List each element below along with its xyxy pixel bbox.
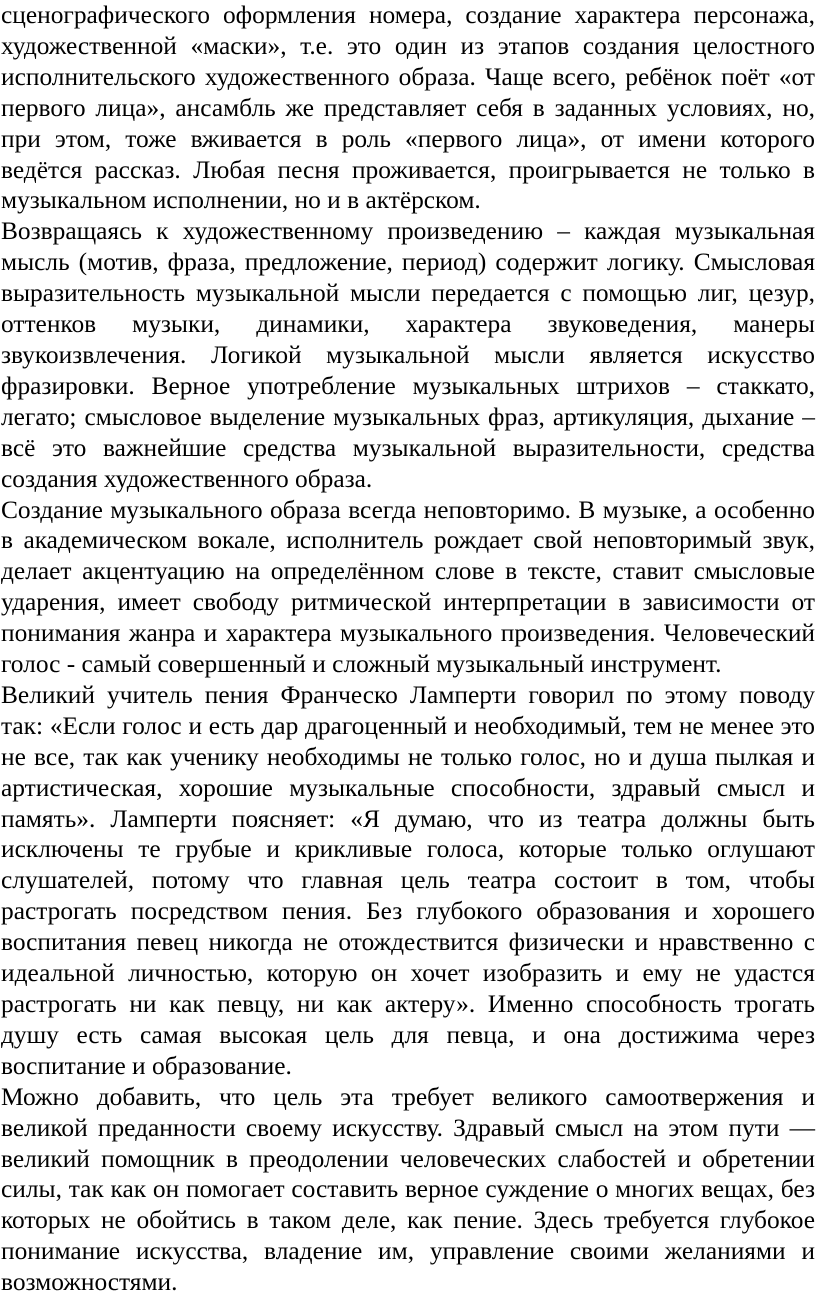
- paragraph-3: Создание музыкального образа всегда неповторимо. В музыке, а особенно в академическом вокале, исполнитель рождает свой неповторимый звук, делает акцентуацию на определённом слове в тексте, ставит смысловые ударения, имеет свободу ритмической интерпретации в зависимости от понимания жанра и характера музыкального произведения. Человеческий голос - самый совершенный и сложный музыкальный инструмент.: [1, 495, 815, 679]
- paragraph-4: Великий учитель пения Франческо Ламперти говорил по этому поводу так: «Если голос и есть дар драгоценный и необходимый, тем не менее это не все, так как ученику необходимы не только голос, но и душа пылкая и артистическая, хорошие музыкальные способности, здравый смысл и память». Ламперти поясняет: «Я думаю, что из театра должны быть исключены те грубые и крикливые голоса, которые только оглушают слушателей, потому что главная цель театра состоит в том, чтобы растрогать посредством пения. Без глубокого образования и хорошего воспитания певец никогда не отождествится физически и нравственно с идеальной личностью, которую он хочет изобразить и ему не удастся растрогать ни как певцу, ни как актеру». Именно способность трогать душу есть самая высокая цель для певца, и она достижима через воспитание и образование.: [1, 680, 815, 1080]
- paragraph-5: Можно добавить, что цель эта требует великого самоотвержения и великой преданности своему искусству. Здравый смысл на этом пути — великий помощник в преодолении человеческих слабостей и обретении силы, так как он помогает составить верное суждение о многих вещах, без которых не обойтись в таком деле, как пение. Здесь требуется глубокое понимание искусства, владение им, управление своими желаниями и возможностями.: [1, 1082, 815, 1297]
- paragraph-1: сценографического оформления номера, создание характера персонажа, художественной «маски», т.е. это один из этапов создания целостного исполнительского художественного образа. Чаще всего, ребёнок поёт «от первого лица», ансамбль же представляет себя в заданных условиях, но, при этом, тоже вживается в роль «первого лица», от имени которого ведётся рассказ. Любая песня проживается, проигрывается не только в музыкальном исполнении, но и в актёрском.: [1, 1, 815, 215]
- paragraph-2: Возвращаясь к художественному произведению – каждая музыкальная мысль (мотив, фраза, предложение, период) содержит логику. Смысловая выразительность музыкальной мысли передается с помощью лиг, цезур, оттенков музыки, динамики, характера звуковедения, манеры звукоизвлечения. Логикой музыкальной мысли является искусство фразировки. Верное употребление музыкальных штрихов – стаккато, легато; смысловое выделение музыкальных фраз, артикуляция, дыхание – всё это важнейшие средства музыкальной выразительности, средства создания художественного образа.: [1, 217, 815, 493]
